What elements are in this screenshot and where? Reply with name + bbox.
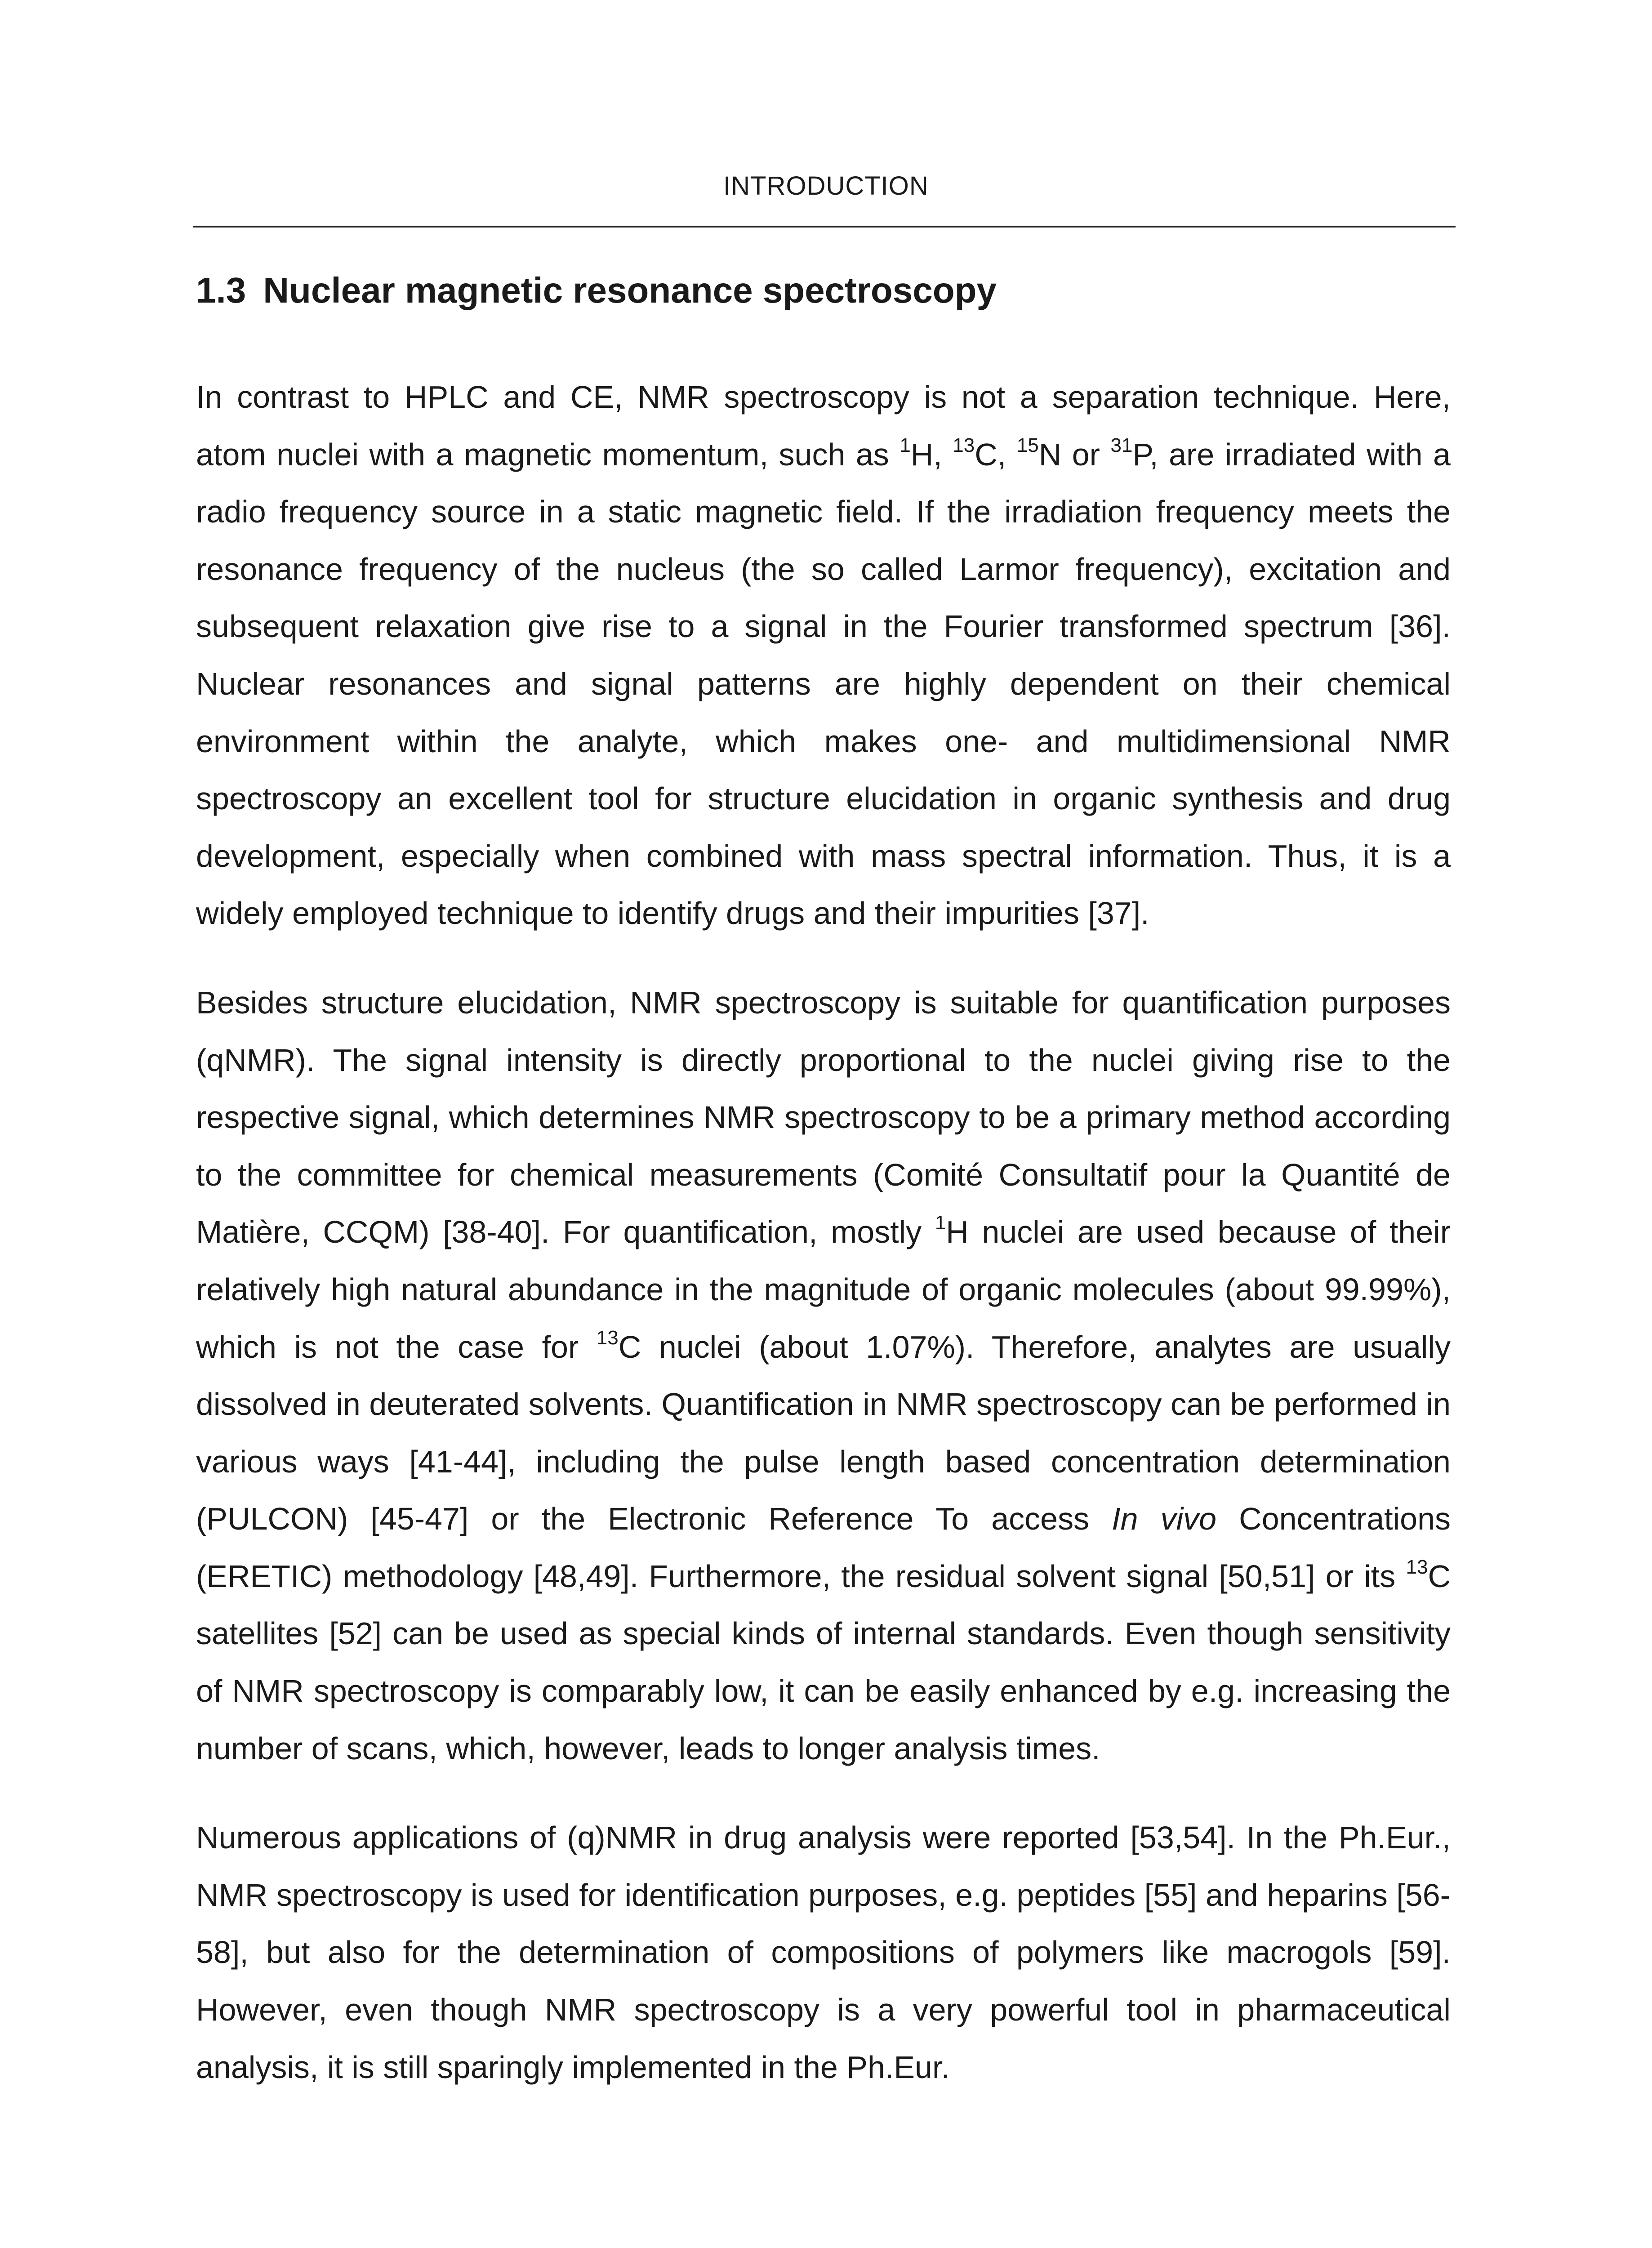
running-header: INTRODUCTION — [723, 171, 929, 201]
header-rule — [193, 226, 1456, 227]
p1-superscript-2: 13 — [953, 434, 975, 456]
p2-text-1: H nuclei are used because of their relatively high natural abundance in the magnitude of organic molecules (about 99.99%), which is not the case for — [196, 1214, 1451, 1365]
p1-element-3: N or — [1038, 437, 1111, 472]
p2-superscript-1: 1 — [935, 1212, 946, 1234]
section-title: Nuclear magnetic resonance spectroscopy — [263, 270, 997, 310]
p1-text-0: In contrast to HPLC and CE, NMR spectroscopy is not a separation technique. Here, atom nuclei with a magnetic momentum, such as — [196, 379, 1451, 472]
p1-text-1: P, are irradiated with a radio frequency source in a static magnetic field. If the irradiation frequency meets the resonance frequency of the nucleus (the so called Larmor frequency), excitation and subsequent relaxation give rise to a signal in the Fourier transformed spectrum [36]. Nuclear resonances and signal patterns are highly dependent on their chemical environment within the analyte, which makes one- and multidimensional NMR spectroscopy an excellent tool for structure elucidation in organic synthesis and drug development, especially when combined with mass spectral information. Thus, it is a widely employed technique to identify drugs and their impurities [37]. — [196, 437, 1451, 931]
p2-text-0: Besides structure elucidation, NMR spectroscopy is suitable for quantification purposes (qNMR). The signal intensity is directly proportional to the nuclei giving rise to the respective signal, which determines NMR spectroscopy to be a primary method according to the committee for chemical measurements (Comité Consultatif pour la Quantité de Matière, CCQM) [38-40]. For quantification, mostly — [196, 985, 1451, 1250]
p2-text-2: C nuclei (about 1.07%). Therefore, analytes are usually dissolved in deuterated solvents. Quantification in NMR spectroscopy can be performed in various ways [41-44], including the pulse length based concentration determination (PULCON) [45-47] or the Electronic Reference To access — [196, 1329, 1451, 1537]
p2-text-3: Concentrations (ERETIC) methodology [48,49]. Furthermore, the residual solvent signal [50,51] or its — [196, 1501, 1451, 1594]
paragraph-1 — [196, 369, 1451, 942]
p1-superscript-4: 31 — [1110, 434, 1133, 456]
p2-superscript-3: 13 — [1406, 1556, 1428, 1578]
p1-superscript-1: 1 — [899, 434, 911, 456]
p2-italic-in-vivo: In vivo — [1112, 1501, 1217, 1537]
section-number: 1.3 — [196, 270, 246, 310]
p2-text-4: C satellites [52] can be used as special kinds of internal standards. Even though sensitivity of NMR spectroscopy is comparably low, it can be easily enhanced by e.g. increasing the number of scans, which, however, leads to longer analysis times. — [196, 1558, 1451, 1766]
body-text — [196, 369, 1451, 2128]
p1-element-1: H, — [910, 437, 953, 472]
paragraph-2 — [196, 974, 1451, 1777]
p2-superscript-2: 13 — [596, 1326, 619, 1349]
paragraph-3: Numerous applications of (q)NMR in drug analysis were reported [53,54]. In the Ph.Eur., NMR spectroscopy is used for identification purposes, e.g. peptides [55] and heparins [56-58], but also for the determination of compositions of polymers like macrogols [59]. However, even though NMR spectroscopy is a very powerful tool in pharmaceutical analysis, it is still sparingly implemented in the Ph.Eur. — [196, 1820, 1451, 2085]
p1-element-2: C, — [975, 437, 1017, 472]
section-heading — [196, 270, 997, 311]
p1-superscript-3: 15 — [1016, 434, 1039, 456]
